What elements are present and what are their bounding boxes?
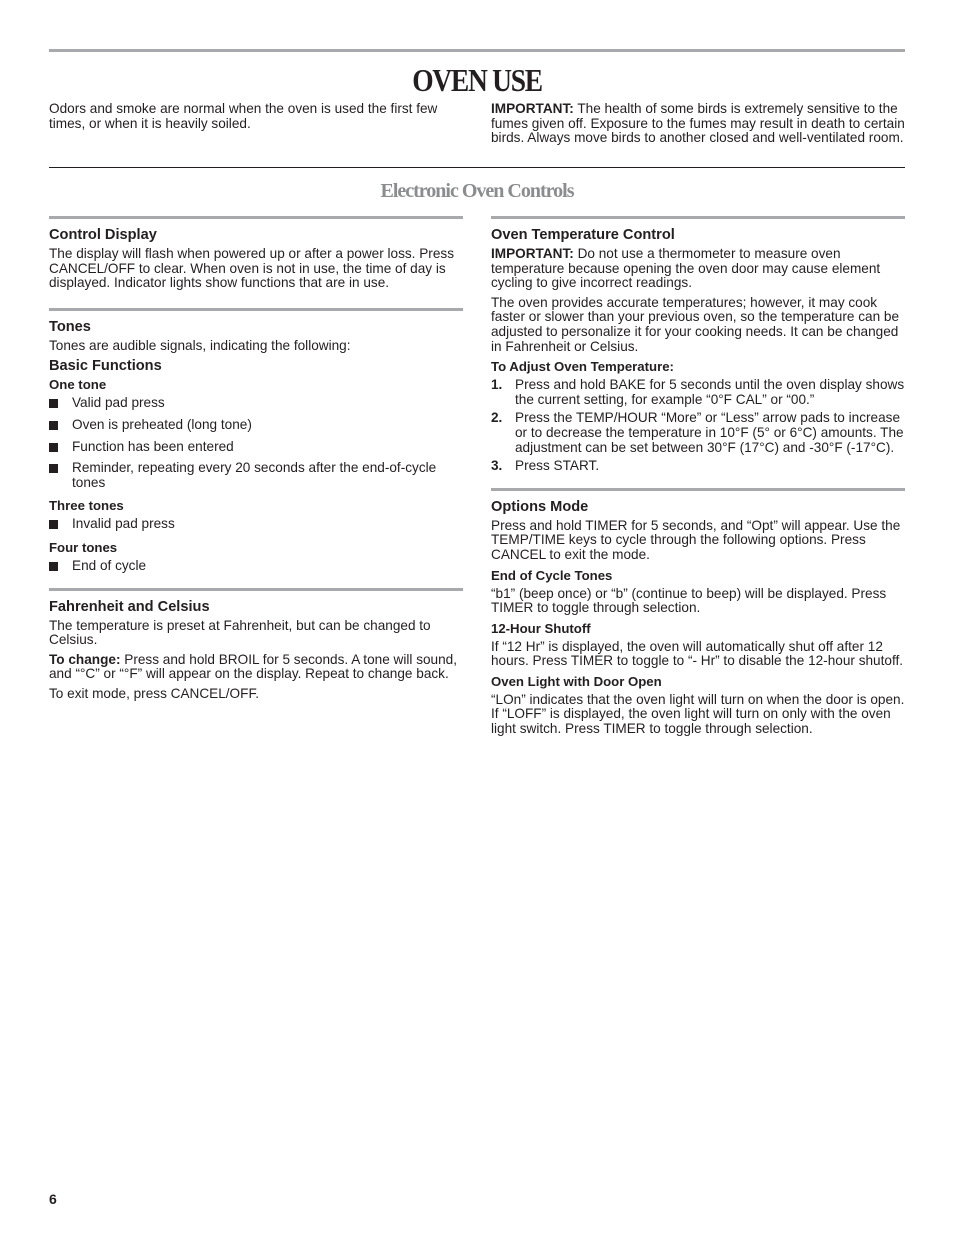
list-item: 3. Press START. xyxy=(491,458,600,474)
four-tones-heading: Four tones xyxy=(49,539,118,555)
intro-right xyxy=(491,102,905,146)
list-item: Invalid pad press xyxy=(49,517,463,532)
top-rule xyxy=(49,49,905,52)
one-tone-list xyxy=(49,396,463,490)
control-display-heading: Control Display xyxy=(49,227,157,243)
tones-heading: Tones xyxy=(49,318,91,335)
three-tones-list xyxy=(49,517,463,532)
section-rule xyxy=(491,488,905,491)
options-heading: Options Mode xyxy=(491,498,589,515)
left-column xyxy=(49,216,463,707)
options-text: Press and hold TIMER for 5 seconds, and “Opt” will appear. Use the TEMP/TIME keys to cycle through the following options. Press CANCEL to exit the mode. xyxy=(491,517,901,562)
section-rule xyxy=(49,216,463,219)
one-tone-heading: One tone xyxy=(49,377,107,393)
list-item: Reminder, repeating every 20 seconds after the end-of-cycle tones xyxy=(49,461,463,490)
square-bullet-icon xyxy=(49,562,58,571)
light-heading: Oven Light with Door Open xyxy=(491,673,662,689)
list-item: Valid pad press xyxy=(49,396,463,411)
oven-temp-important: IMPORTANT: Do not use a thermometer to measure oven temperature because opening the oven door may cause element cycling to give incorrect readings. xyxy=(491,246,881,291)
section-rule xyxy=(49,588,463,591)
fahrenheit-exit: To exit mode, press CANCEL/OFF. xyxy=(49,685,260,701)
list-item: 2. Press the TEMP/HOUR “More” or “Less” arrow pads to increase or to decrease the temperature in 10°F (5° or 6°C) amounts. The adjustment can be set between 30°F (17°C) and -30°F (-17°C). xyxy=(491,410,904,455)
list-item: End of cycle xyxy=(49,559,463,574)
square-bullet-icon xyxy=(49,520,58,529)
light-text: “LOn” indicates that the oven light will turn on when the door is open. If “LOFF” is displayed, the oven light will turn on only with the oven light switch. Press TIMER to toggle through selection. xyxy=(491,691,905,737)
tones-text: Tones are audible signals, indicating the following: xyxy=(49,337,351,353)
intro-left xyxy=(49,102,463,131)
square-bullet-icon xyxy=(49,421,58,430)
fahrenheit-heading: Fahrenheit and Celsius xyxy=(49,598,210,615)
control-display-text: The display will flash when powered up or after a power loss. Press CANCEL/OFF to clear. When oven is not in use, the time of day is displayed. Indicator lights show functions that are in use. xyxy=(49,246,454,291)
oven-temp-heading: Oven Temperature Control xyxy=(491,227,675,243)
section-rule xyxy=(49,308,463,311)
intro-important-label: IMPORTANT: xyxy=(491,101,574,116)
page-title: OVEN USE xyxy=(412,62,542,98)
right-column xyxy=(491,216,905,742)
fahrenheit-change: To change: Press and hold BROIL for 5 seconds. A tone will sound, and “°C” or “°F” will appear on the display. Repeat to change back. xyxy=(49,651,458,682)
basic-functions-heading: Basic Functions xyxy=(49,358,162,375)
list-item: Oven is preheated (long tone) xyxy=(49,418,463,433)
adjust-heading: To Adjust Oven Temperature: xyxy=(491,359,674,375)
page-number: 6 xyxy=(49,1191,57,1207)
intro-divider xyxy=(49,167,905,168)
list-item: 1. Press and hold BAKE for 5 seconds until the oven display shows the current setting, for example “0°F CAL” or “00.” xyxy=(491,377,905,407)
oven-temp-text: The oven provides accurate temperatures; however, it may cook faster or slower than your previous oven, so the temperature can be adjusted to personalize it for your cooking needs. It can be changed in Fahrenheit or Celsius. xyxy=(491,294,900,354)
square-bullet-icon xyxy=(49,464,58,473)
square-bullet-icon xyxy=(49,443,58,452)
adjust-steps xyxy=(491,378,905,474)
section-title: Electronic Oven Controls xyxy=(380,180,574,202)
four-tones-list xyxy=(49,559,463,574)
intro-right-text: The health of some birds is extremely sensitive to the fumes given off. Exposure to the fumes may result in death to certain birds. Always move birds to another closed and well-ventilated room. xyxy=(491,101,905,146)
end-cycle-heading: End of Cycle Tones xyxy=(491,567,613,583)
end-cycle-text: “b1” (beep once) or “b” (continue to beep) will be displayed. Press TIMER to toggle through selection. xyxy=(491,585,887,616)
list-item: Function has been entered xyxy=(49,440,463,455)
section-rule xyxy=(491,216,905,219)
fahrenheit-text: The temperature is preset at Fahrenheit, but can be changed to Celsius. xyxy=(49,617,431,648)
square-bullet-icon xyxy=(49,399,58,408)
three-tones-heading: Three tones xyxy=(49,498,124,514)
shutoff-text: If “12 Hr” is displayed, the oven will automatically shut off after 12 hours. Press TIMER to toggle to “- Hr” to disable the 12-hour shutoff. xyxy=(491,638,904,669)
intro-left-text: Odors and smoke are normal when the oven is used the first few times, or when it is heavily soiled. xyxy=(49,101,438,131)
shutoff-heading: 12-Hour Shutoff xyxy=(491,620,591,636)
